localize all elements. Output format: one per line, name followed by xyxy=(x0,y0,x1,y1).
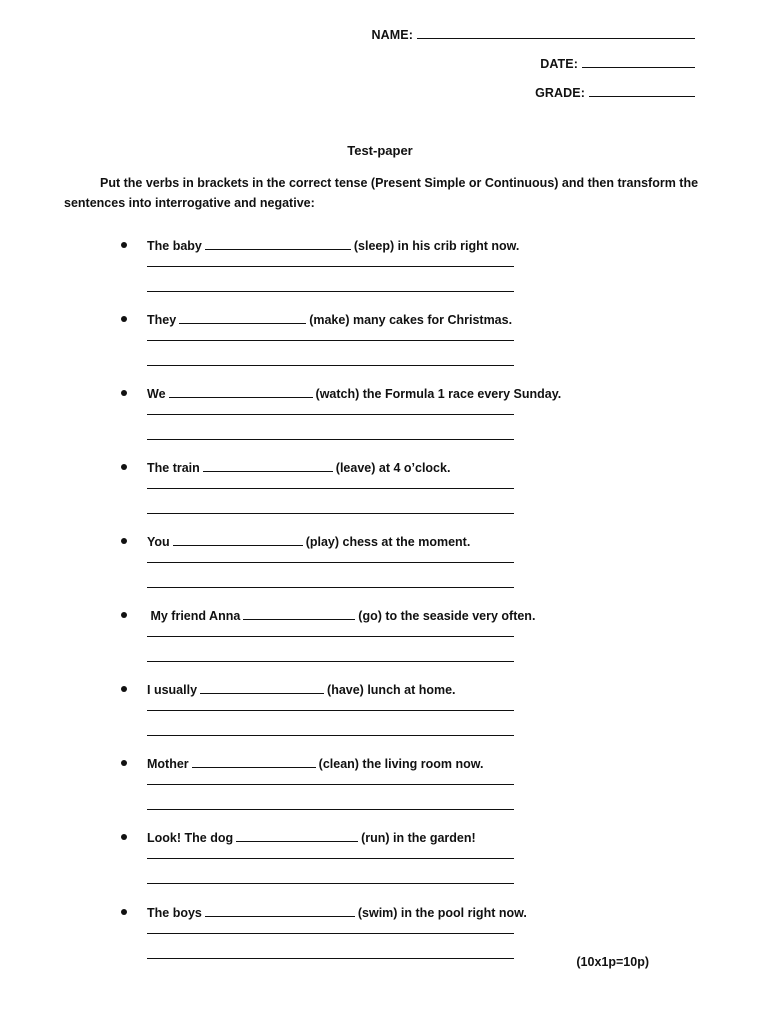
interrogative-answer-line[interactable] xyxy=(147,636,514,637)
interrogative-answer-line[interactable] xyxy=(147,266,514,267)
grade-label: GRADE: xyxy=(535,86,585,100)
verb-blank[interactable] xyxy=(192,756,316,768)
interrogative-answer-line[interactable] xyxy=(147,414,514,415)
sentence-end: (watch) the Formula 1 race every Sunday. xyxy=(315,387,562,401)
exercise-sentence xyxy=(147,756,484,772)
exercise-item xyxy=(0,682,768,756)
interrogative-answer-line[interactable] xyxy=(147,488,514,489)
sentence-end: (run) in the garden! xyxy=(361,831,476,845)
exercise-sentence xyxy=(147,682,456,698)
sentence-start: My friend Anna xyxy=(147,609,241,623)
interrogative-answer-line[interactable] xyxy=(147,710,514,711)
name-field[interactable] xyxy=(372,26,695,42)
bullet-icon xyxy=(121,834,127,840)
verb-blank[interactable] xyxy=(243,608,355,620)
negative-answer-line[interactable] xyxy=(147,439,514,440)
exercise-item xyxy=(0,830,768,904)
exercise-item xyxy=(0,905,768,979)
exercise-item xyxy=(0,312,768,386)
exercise-item xyxy=(0,608,768,682)
exercise-sentence xyxy=(147,238,519,254)
interrogative-answer-line[interactable] xyxy=(147,858,514,859)
verb-blank[interactable] xyxy=(203,460,333,472)
bullet-icon xyxy=(121,612,127,618)
verb-blank[interactable] xyxy=(169,386,313,398)
grade-blank[interactable] xyxy=(589,84,695,97)
bullet-icon xyxy=(121,316,127,322)
interrogative-answer-line[interactable] xyxy=(147,784,514,785)
sentence-start: They xyxy=(147,313,177,327)
date-label: DATE: xyxy=(540,57,578,71)
exercise-item xyxy=(0,460,768,534)
date-blank[interactable] xyxy=(582,55,695,68)
grade-field[interactable] xyxy=(535,84,695,100)
score-label: (10x1p=10p) xyxy=(576,955,649,969)
instructions: Put the verbs in brackets in the correct tense (Present Simple or Continuous) and then transform the sentences into interrogative and negative: xyxy=(64,176,699,210)
sentence-end: (sleep) in his crib right now. xyxy=(353,239,520,253)
verb-blank[interactable] xyxy=(236,830,358,842)
sentence-start: We xyxy=(147,387,166,401)
interrogative-answer-line[interactable] xyxy=(147,562,514,563)
sentence-start: You xyxy=(147,535,170,549)
sentence-start: Look! The dog xyxy=(147,831,234,845)
exercise-sentence xyxy=(147,534,470,550)
exercise-sentence xyxy=(147,312,512,328)
name-blank[interactable] xyxy=(417,26,695,39)
negative-answer-line[interactable] xyxy=(147,587,514,588)
sentence-end: (play) chess at the moment. xyxy=(305,535,471,549)
negative-answer-line[interactable] xyxy=(147,513,514,514)
page-title: Test-paper xyxy=(347,143,413,158)
verb-blank[interactable] xyxy=(205,238,351,250)
exercise-sentence xyxy=(147,905,527,921)
negative-answer-line[interactable] xyxy=(147,365,514,366)
sentence-start: I usually xyxy=(147,683,198,697)
exercise-sentence xyxy=(147,460,450,476)
negative-answer-line[interactable] xyxy=(147,291,514,292)
sentence-end: (leave) at 4 o’clock. xyxy=(335,461,451,475)
sentence-end: (swim) in the pool right now. xyxy=(357,906,527,920)
verb-blank[interactable] xyxy=(200,682,324,694)
exercise-sentence xyxy=(147,386,561,402)
negative-answer-line[interactable] xyxy=(147,735,514,736)
exercise-item xyxy=(0,756,768,830)
bullet-icon xyxy=(121,242,127,248)
bullet-icon xyxy=(121,909,127,915)
date-field[interactable] xyxy=(540,55,695,71)
sentence-start: The train xyxy=(147,461,200,475)
exercise-sentence xyxy=(147,608,535,624)
exercise-sentence xyxy=(147,830,476,846)
bullet-icon xyxy=(121,686,127,692)
exercise-item xyxy=(0,238,768,312)
sentence-end: (make) many cakes for Christmas. xyxy=(309,313,513,327)
sentence-end: (have) lunch at home. xyxy=(327,683,456,697)
negative-answer-line[interactable] xyxy=(147,883,514,884)
sentence-start: Mother xyxy=(147,757,189,771)
interrogative-answer-line[interactable] xyxy=(147,933,514,934)
bullet-icon xyxy=(121,760,127,766)
interrogative-answer-line[interactable] xyxy=(147,340,514,341)
name-label: NAME: xyxy=(371,28,413,42)
bullet-icon xyxy=(121,538,127,544)
verb-blank[interactable] xyxy=(173,534,303,546)
negative-answer-line[interactable] xyxy=(147,661,514,662)
sentence-start: The baby xyxy=(147,239,202,253)
sentence-end: (go) to the seaside very often. xyxy=(358,609,536,623)
exercise-item xyxy=(0,386,768,460)
exercise-item xyxy=(0,534,768,608)
verb-blank[interactable] xyxy=(205,905,355,917)
bullet-icon xyxy=(121,464,127,470)
negative-answer-line[interactable] xyxy=(147,809,514,810)
sentence-end: (clean) the living room now. xyxy=(318,757,484,771)
sentence-start: The boys xyxy=(147,906,202,920)
negative-answer-line[interactable] xyxy=(147,958,514,959)
verb-blank[interactable] xyxy=(179,312,306,324)
bullet-icon xyxy=(121,390,127,396)
